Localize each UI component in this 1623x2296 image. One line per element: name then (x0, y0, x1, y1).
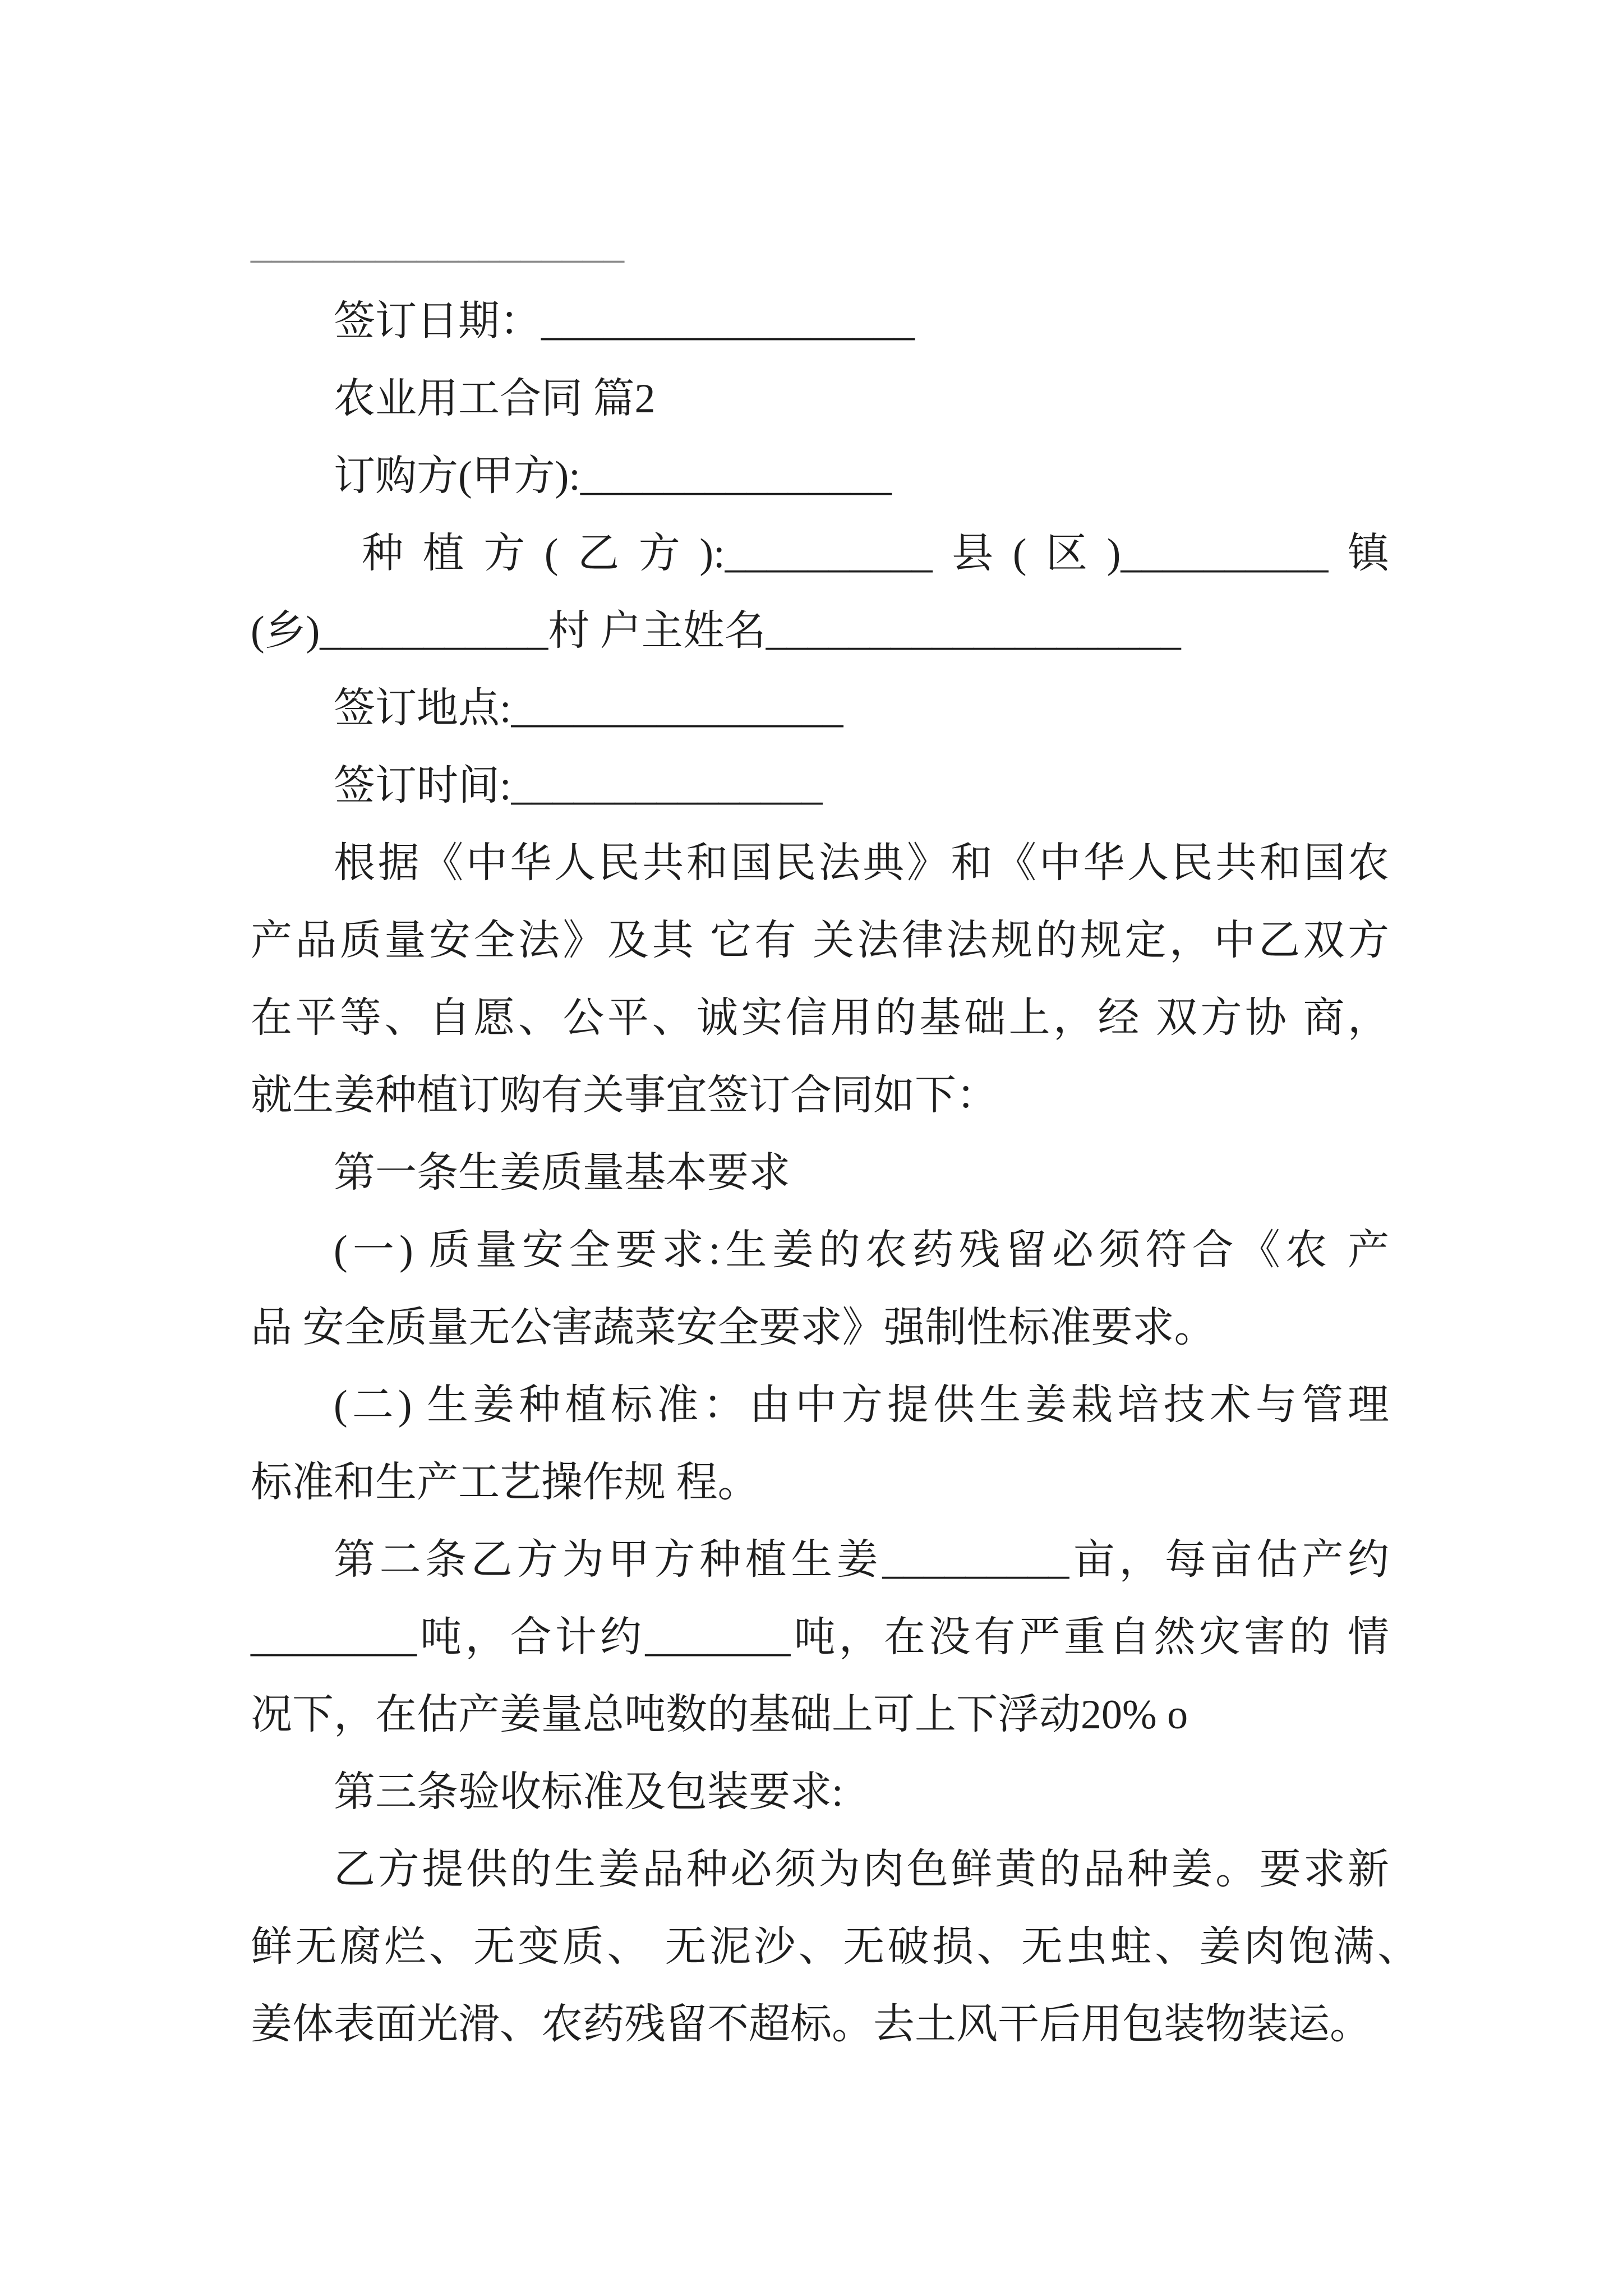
article-2-line: 况下，在估产姜量总吨数的基础上可上下浮动20% o (251, 1692, 1188, 1738)
article-1-item-1-line: 品 安全质量无公害蔬菜安全要求》强制性标准要求。 (251, 1305, 1216, 1351)
article-3-body-line: 姜体表面光滑、农药残留不超标。去土风干后用包装物装运。 (251, 2001, 1371, 2047)
preamble-line: 就生姜种植订购有关事宜签订合同如下： (251, 1073, 998, 1119)
signing-place: 签订地点:________________ (334, 685, 843, 731)
article-1-heading: 第一条生姜质量基本要求 (334, 1150, 790, 1196)
article-3-body-line: 鲜无腐烂、无变质、 无泥沙、无破损、无虫蛀、姜肉饱满、 (251, 1924, 1419, 1970)
document-body (251, 205, 1428, 2063)
preamble-line: 产品质量安全法》及其 它有 关法律法规的规定，中乙双方 (251, 918, 1389, 964)
grower-party-line: (乡)___________村 户主姓名____________________ (251, 608, 1181, 654)
purchaser-party: 订购方(甲方):_______________ (334, 453, 892, 499)
article-2-line: ________吨，合计约_______吨，在没有严重自然灾害的 情 (251, 1614, 1389, 1660)
preamble-line: 根据《中华人民共和国民法典》和《中华人民共和国农 (334, 840, 1389, 886)
top-blank-fragment: __________________ (251, 221, 624, 267)
article-1-item-1-line: (一) 质量安全要求:生姜的农药残留必须符合《农 产 (334, 1227, 1389, 1273)
article-3-heading: 第三条验收标准及包装要求: (334, 1769, 843, 1815)
article-2-line: 第二条乙方为甲方种植生姜_________亩，每亩估产约 (334, 1537, 1389, 1583)
article-1-item-2-line: (二) 生姜种植标准：由中方提供生姜栽培技术与管理 (334, 1382, 1389, 1428)
grower-party-line: 种植方(乙方):__________县(区)__________镇 (362, 531, 1389, 577)
signing-time: 签订时间:_______________ (334, 763, 823, 809)
article-3-body-line: 乙方提供的生姜品种必须为肉色鲜黄的品种姜。要求新 (334, 1847, 1389, 1893)
signing-date: 签订日期：__________________ (334, 298, 915, 344)
article-1-item-2-line: 标准和生产工艺操作规 程。 (251, 1460, 759, 1506)
section-title: 农业用工合同 篇2 (334, 376, 656, 422)
preamble-line: 在平等、自愿、公平、诚实信用的基础上，经 双方协 商， (251, 995, 1389, 1041)
